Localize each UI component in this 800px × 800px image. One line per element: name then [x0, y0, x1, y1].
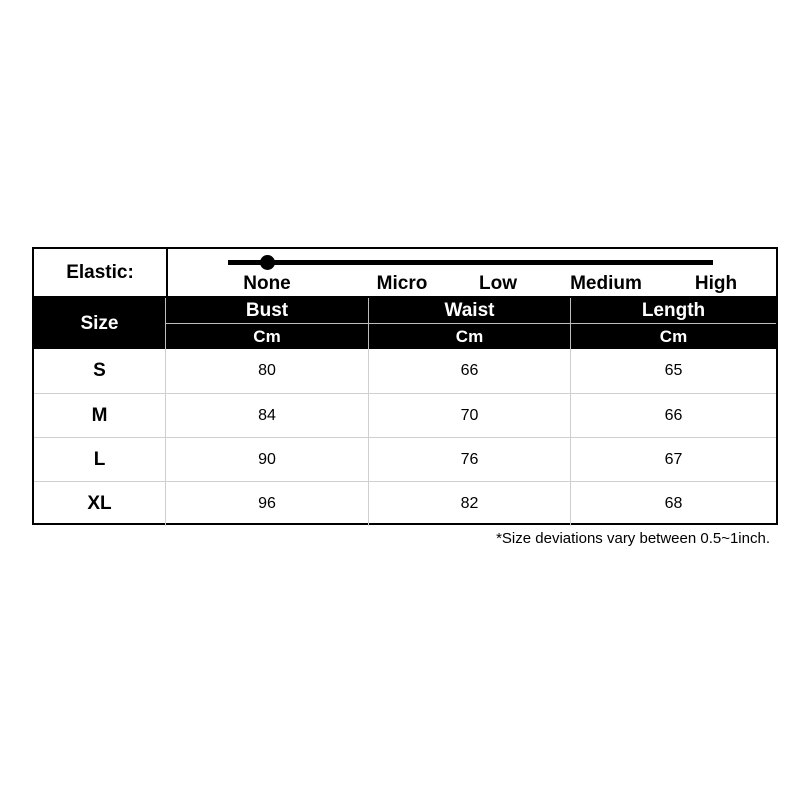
column-unit: Cm	[659, 327, 688, 346]
size-chart	[32, 247, 778, 525]
column-name: Length	[571, 298, 776, 324]
table-row	[34, 481, 776, 525]
table-row	[34, 349, 776, 393]
waist-cell: 70	[368, 394, 570, 438]
column-unit: Cm	[455, 327, 484, 346]
elastic-level-medium: Medium	[570, 273, 642, 294]
table-header	[34, 298, 776, 349]
elastic-label: Elastic:	[34, 249, 168, 296]
elastic-level-low: Low	[479, 273, 517, 294]
size-cell: S	[93, 360, 106, 381]
waist-cell: 82	[368, 482, 570, 526]
column-unit: Cm	[253, 327, 281, 346]
elastic-row	[34, 249, 776, 298]
elastic-selected-marker	[260, 255, 275, 270]
elastic-scale-track	[228, 260, 713, 265]
size-cell: M	[91, 405, 108, 426]
table-body	[34, 349, 776, 525]
elastic-level-high: High	[694, 273, 738, 294]
length-cell: 67	[570, 438, 776, 482]
waist-cell: 76	[368, 438, 570, 482]
column-header-length	[570, 298, 776, 349]
bust-cell: 90	[165, 438, 368, 482]
elastic-level-none: None	[243, 273, 291, 294]
column-header-waist	[368, 298, 570, 349]
bust-cell: 96	[165, 482, 368, 526]
column-name: Waist	[369, 298, 570, 324]
waist-cell: 66	[368, 349, 570, 393]
elastic-level-micro: Micro	[376, 273, 428, 294]
size-cell: L	[93, 449, 106, 470]
length-cell: 66	[570, 394, 776, 438]
column-name: Bust	[166, 298, 368, 324]
length-cell: 65	[570, 349, 776, 393]
bust-cell: 80	[165, 349, 368, 393]
length-cell: 68	[570, 482, 776, 526]
table-row	[34, 393, 776, 437]
size-cell: XL	[87, 493, 112, 514]
elastic-scale	[168, 249, 776, 296]
column-header-bust	[165, 298, 368, 349]
size-column-header: Size	[80, 312, 119, 334]
table-row	[34, 437, 776, 481]
size-deviation-note: *Size deviations vary between 0.5~1inch.	[496, 530, 770, 547]
bust-cell: 84	[165, 394, 368, 438]
